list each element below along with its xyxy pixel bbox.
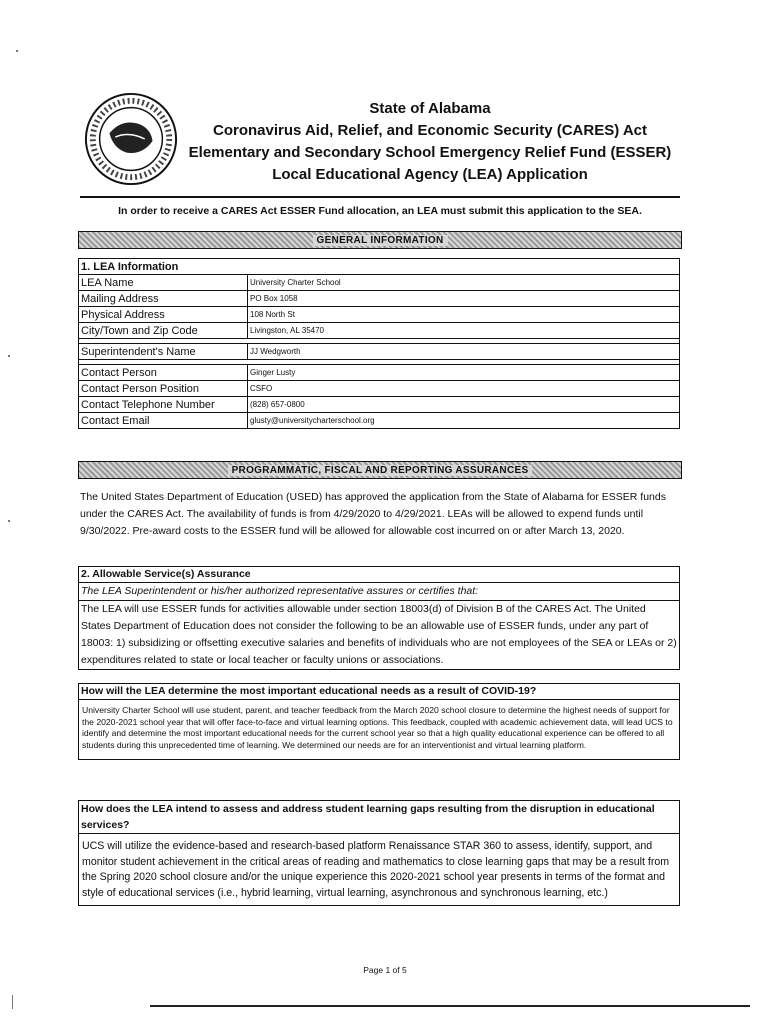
title-divider xyxy=(80,196,680,198)
contact-email-label: Contact Email xyxy=(79,413,248,429)
page-number: Page 1 of 5 xyxy=(363,965,407,975)
physical-address-label: Physical Address xyxy=(79,307,248,323)
lea-information-table xyxy=(78,258,680,429)
table-row xyxy=(79,323,680,339)
learning-gaps-box xyxy=(78,800,680,906)
assurances-banner xyxy=(78,461,682,479)
lea-information-heading: 1. LEA Information xyxy=(79,259,680,275)
title-line-esser: Elementary and Secondary School Emergency Relief Fund (ESSER) xyxy=(188,144,672,161)
table-row xyxy=(79,397,680,413)
document-title xyxy=(150,98,710,186)
allowable-services-heading: 2. Allowable Service(s) Assurance xyxy=(79,567,679,583)
general-information-banner xyxy=(78,231,682,249)
contact-position-field[interactable]: CSFO xyxy=(248,381,680,397)
table-row xyxy=(79,291,680,307)
lea-name-label: LEA Name xyxy=(79,275,248,291)
contact-telephone-label: Contact Telephone Number xyxy=(79,397,248,413)
scan-speck xyxy=(16,50,18,52)
contact-telephone-field[interactable]: (828) 657-0800 xyxy=(248,397,680,413)
assurances-label: PROGRAMMATIC, FISCAL AND REPORTING ASSURANCES xyxy=(228,465,533,476)
title-line-cares: Coronavirus Aid, Relief, and Economic Security (CARES) Act xyxy=(213,122,647,139)
allowable-services-box xyxy=(78,566,680,670)
bottom-scan-line xyxy=(150,1005,750,1007)
educational-needs-box xyxy=(78,683,680,760)
city-zip-field[interactable]: Livingston, AL 35470 xyxy=(248,323,680,339)
contact-person-field[interactable]: Ginger Lusty xyxy=(248,365,680,381)
table-header-row xyxy=(79,259,680,275)
assurance-body-text: The LEA will use ESSER funds for activities allowable under section 18003(d) of Division B of the CARES Act. The United States Department of Education does not consider the following to be an allowable use of ESSER funds, under any part of 18003: 1) subsidizing or offsetting executive salaries and benefits of individuals who are not employees of the SEA or LEAs or 2) expenditures related to state or local teacher or faculty unions or associations. xyxy=(81,603,677,666)
general-information-label: GENERAL INFORMATION xyxy=(313,235,448,246)
table-row xyxy=(79,413,680,429)
intro-text: In order to receive a CARES Act ESSER Fund allocation, an LEA must submit this application to the SEA. xyxy=(118,205,642,217)
table-row xyxy=(79,344,680,360)
contact-email-field[interactable]: glusty@universitycharterschool.org xyxy=(248,413,680,429)
physical-address-field[interactable]: 108 North St xyxy=(248,307,680,323)
table-row xyxy=(79,307,680,323)
superintendent-name-label: Superintendent's Name xyxy=(79,344,248,360)
learning-gaps-answer[interactable]: UCS will utilize the evidence-based and research-based platform Renaissance STAR 360 to assess, identify, support, and monitor student achievement in the critical areas of reading and mathematics to close learning gaps that may be a result from the Spring 2020 school closure and/or the unique experience this 2020-2021 school year presents in terms of the format and style of educational services (i.e., hybrid learning, virtual learning, asynchronous and synchronous learning, etc.) xyxy=(82,840,670,899)
lea-name-field[interactable]: University Charter School xyxy=(248,275,680,291)
city-zip-label: City/Town and Zip Code xyxy=(79,323,248,339)
contact-position-label: Contact Person Position xyxy=(79,381,248,397)
usde-paragraph: The United States Department of Education (USED) has approved the application from the State of Alabama for ESSER funds under the CARES Act. The availability of funds is from 4/29/2020 to 4/29/2021. LEAs will be allowed to expend funds until 9/30/2022. Pre-award costs to the ESSER fund will be allowed for allowable cost incurred on or after March 13, 2020. xyxy=(80,491,666,537)
title-line-state: State of Alabama xyxy=(369,100,491,117)
contact-person-label: Contact Person xyxy=(79,365,248,381)
table-row xyxy=(79,381,680,397)
mailing-address-field[interactable]: PO Box 1058 xyxy=(248,291,680,307)
mailing-address-label: Mailing Address xyxy=(79,291,248,307)
table-row xyxy=(79,275,680,291)
scan-speck xyxy=(8,520,10,522)
table-row xyxy=(79,365,680,381)
learning-gaps-question: How does the LEA intend to assess and address student learning gaps resulting from the disruption in educational services? xyxy=(79,801,679,834)
superintendent-name-field[interactable]: JJ Wedgworth xyxy=(248,344,680,360)
assurance-certification-text: The LEA Superintendent or his/her authorized representative assures or certifies that: xyxy=(79,583,679,601)
scan-speck xyxy=(8,355,10,357)
scan-speck xyxy=(12,995,13,1009)
title-line-lea: Local Educational Agency (LEA) Application xyxy=(272,166,588,183)
educational-needs-answer[interactable]: University Charter School will use student, parent, and teacher feedback from the March 2020 school closure to determine the highest needs of support for the 2020-2021 school year that will offer face-to-face and virtual learning options. This feedback, coupled with academic achievement data, will lead UCS to identify and determine the most important educational needs for the current school year so that a high quality educational experience can be offered to all students during this unprecedented time of learning. We determined our needs are for an interventionist and virtual learning platform. xyxy=(82,705,673,750)
educational-needs-question: How will the LEA determine the most important educational needs as a result of COVID-19? xyxy=(79,684,679,700)
